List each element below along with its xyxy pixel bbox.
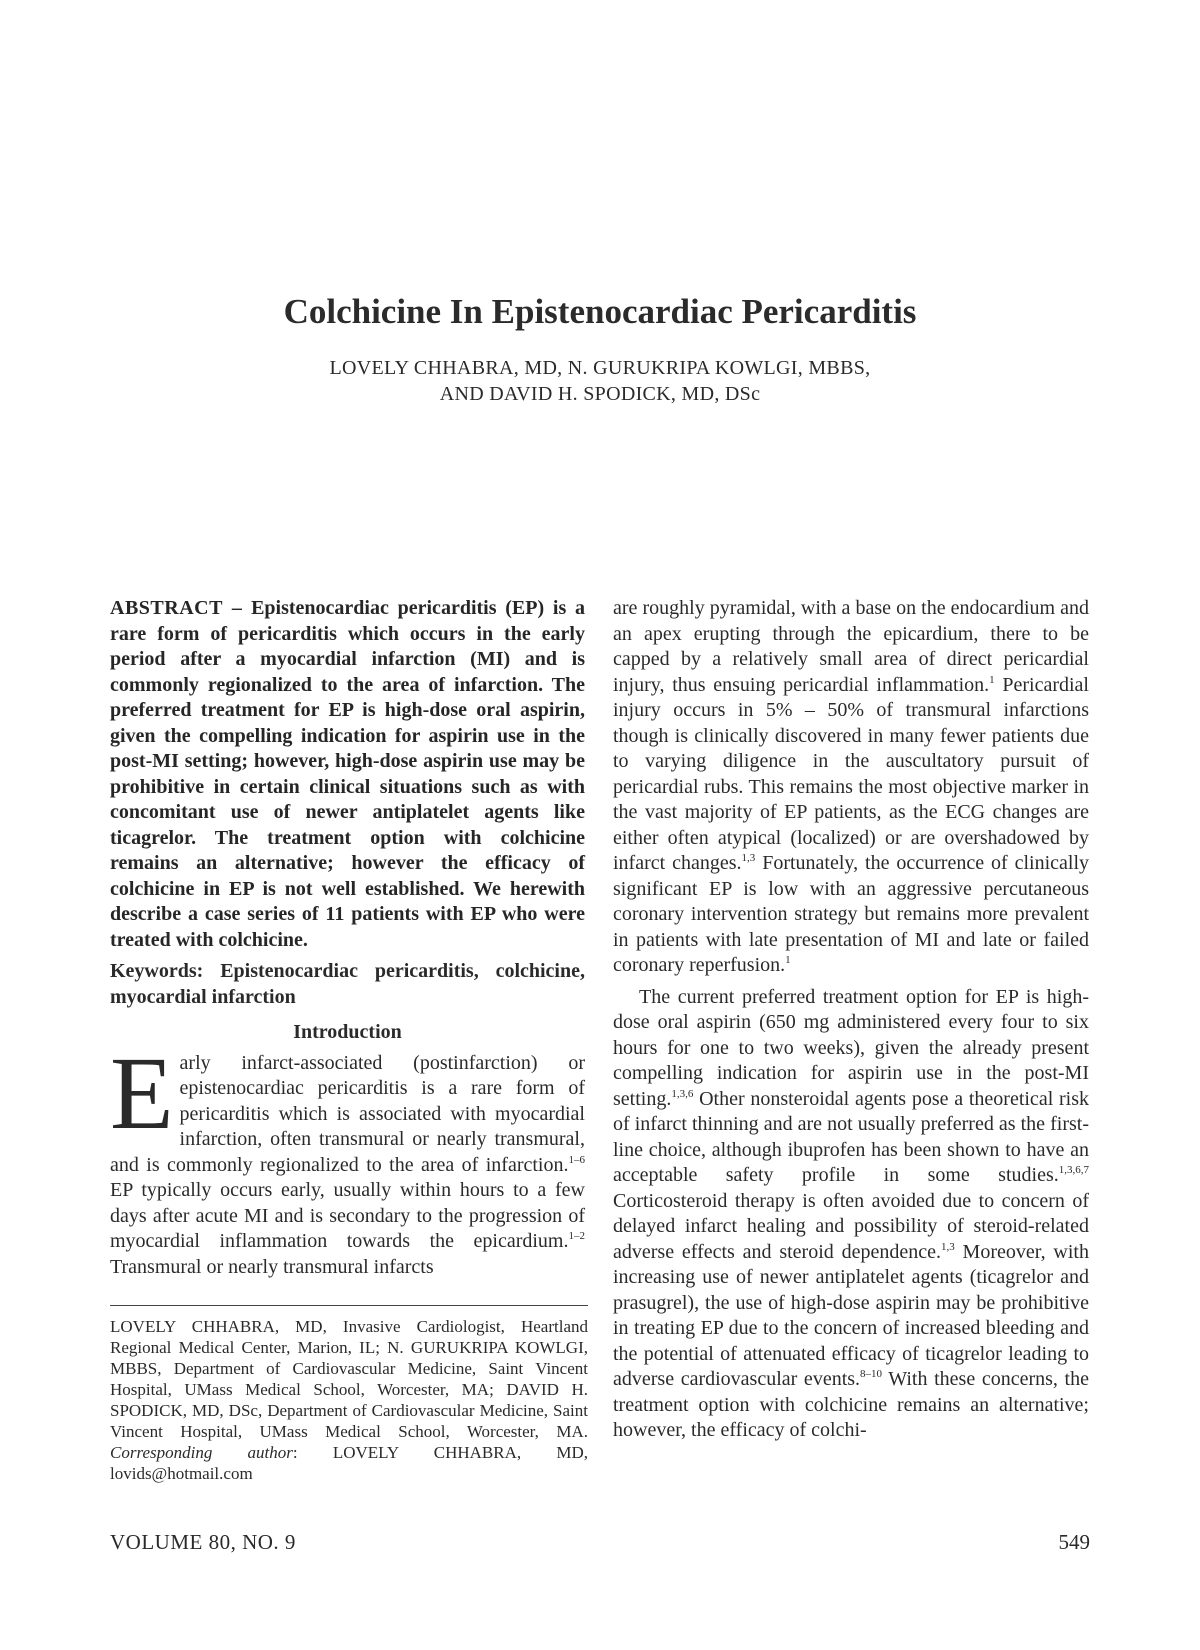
citation-sup: 1 [989, 673, 995, 686]
p1-text-b: Pericardial injury occurs in 5% – 50% of transmural infarctions though is clinically discovered in many fewer patients due to varying diligence in the auscultatory pursuit of pericardial rubs. This remains the most objective marker in the vast majority of EP patients, as the ECG changes are either often atypical (localized) or are overshadowed by infarct changes. [613, 673, 1089, 874]
keywords [110, 959, 585, 1010]
body-paragraph-2 [613, 985, 1089, 1444]
author-affiliations-footnote [110, 1305, 588, 1484]
abstract [110, 596, 585, 953]
p2-text-c: Corticosteroid therapy is often avoided due to concern of delayed infarct healing and possibility of steroid-related adverse effects and steroid dependence. [613, 1189, 1089, 1263]
citation-sup: 1,3,6,7 [1058, 1164, 1089, 1176]
footnote-text-a: LOVELY CHHABRA, MD, Invasive Cardiologist, Heartland Regional Medical Center, Marion, IL; N. GURUKRIPA KOWLGI, MBBS, Department of Cardiovascular Medicine, Saint Vincent Hospital, UMass Medical School, Worcester, MA; DAVID H. SPODICK, MD, DSc, Department of Cardiovascular Medicine, Saint Vincent Hospital, UMass Medical School, Worcester, MA. [110, 1317, 588, 1441]
intro-text-a: arly infarct-associated (postinfarction) or epistenocardiac pericarditis is a rare form of pericarditis which is associated with myocardial infarction, often transmural or nearly transmural, and is commonly regionalized to the area of infarction. [110, 1051, 585, 1176]
keywords-text: Epistenocardiac pericarditis, colchicine, myocardial infarction [110, 960, 585, 1008]
citation-sup: 1,3,6 [671, 1087, 694, 1100]
authors-line-2: AND DAVID H. SPODICK, MD, DSc [439, 383, 761, 405]
citation-sup: 8–10 [860, 1368, 883, 1380]
citation-sup: 1–6 [568, 1153, 585, 1166]
right-column [613, 596, 1089, 1444]
footnote-text-b: : LOVELY CHHABRA, MD, lovids@hotmail.com [110, 1443, 588, 1483]
p1-text-c: Fortunately, the occurrence of clinically significant EP is low with an aggressive percutaneous coronary intervention strategy but remains more prevalent in patients with late presentation of MI and late or failed coronary reperfusion. [613, 852, 1089, 976]
intro-paragraph [110, 1035, 585, 1281]
p2-text-b: Other nonsteroidal agents pose a theoretical risk of infarct thinning and are not usually preferred as the first-line choice, although ibuprofen has been shown to have an acceptable safety profile in some studies. [613, 1087, 1089, 1186]
abstract-text: Epistenocardiac pericarditis (EP) is a rare form of pericarditis which occurs in the early period after a myocardial infarction (MI) and is commonly regionalized to the area of infarction. The preferred treatment for EP is high-dose oral aspirin, given the compelling indication for aspirin use in the post-MI setting; however, high-dose aspirin use may be prohibitive in certain clinical situations such as with concomitant use of newer antiplatelet agents like ticagrelor. The treatment option with colchicine remains an alternative; however the efficacy of colchicine in EP is not well established. We herewith describe a case series of 11 patients with EP who were treated with colchicine. [110, 597, 586, 951]
p1-text-a: are roughly pyramidal, with a base on the endocardium and an apex erupting through the epicardium, there to be capped by a relatively small area of direct pericardial injury, thus ensuing pericardial inflammation. [613, 597, 1089, 696]
article-title: Colchicine In Epistenocardiac Pericarditis [283, 292, 917, 331]
drop-cap: E [110, 1035, 174, 1151]
keywords-label: Keywords: [110, 960, 204, 982]
citation-sup: 1 [785, 954, 791, 966]
intro-text-b: EP typically occurs early, usually within hours to a few days after acute MI and is secondary to the progression of myocardial inflammation towards the epicardium. [110, 1179, 585, 1252]
volume-footer: VOLUME 80, NO. 9 [110, 1530, 296, 1554]
authors-line-1: LOVELY CHHABRA, MD, N. GURUKRIPA KOWLGI, MBBS, [329, 357, 871, 379]
p2-text-a: The current preferred treatment option for EP is high-dose oral aspirin (650 mg administered every four to six hours for one to two weeks), given the already present compelling indication for aspirin use in the post-MI setting. [613, 985, 1089, 1110]
body-paragraph-1 [613, 596, 1089, 979]
corresponding-author-label: Corresponding author [110, 1443, 293, 1462]
section-heading-introduction: Introduction [293, 1021, 402, 1043]
author-list [0, 355, 1200, 407]
left-column [110, 596, 585, 1280]
abstract-label: ABSTRACT – [110, 597, 243, 619]
p2-text-d: Moreover, with increasing use of newer antiplatelet agents (ticagrelor and prasugrel), the use of high-dose aspirin may be prohibitive in treating EP due to the concern of increased bleeding and the potential of attenuated efficacy of ticagrelor leading to adverse cardiovascular events. [613, 1240, 1089, 1390]
citation-sup: 1–2 [568, 1230, 585, 1242]
p2-text-e: With these concerns, the treatment option with colchicine remains an alternative; however, the efficacy of colchi- [613, 1368, 1089, 1441]
page-number: 549 [1058, 1530, 1090, 1554]
intro-text-c: Transmural or nearly transmural infarcts [110, 1255, 434, 1278]
citation-sup: 1,3 [741, 852, 756, 864]
citation-sup: 1,3 [940, 1240, 955, 1253]
